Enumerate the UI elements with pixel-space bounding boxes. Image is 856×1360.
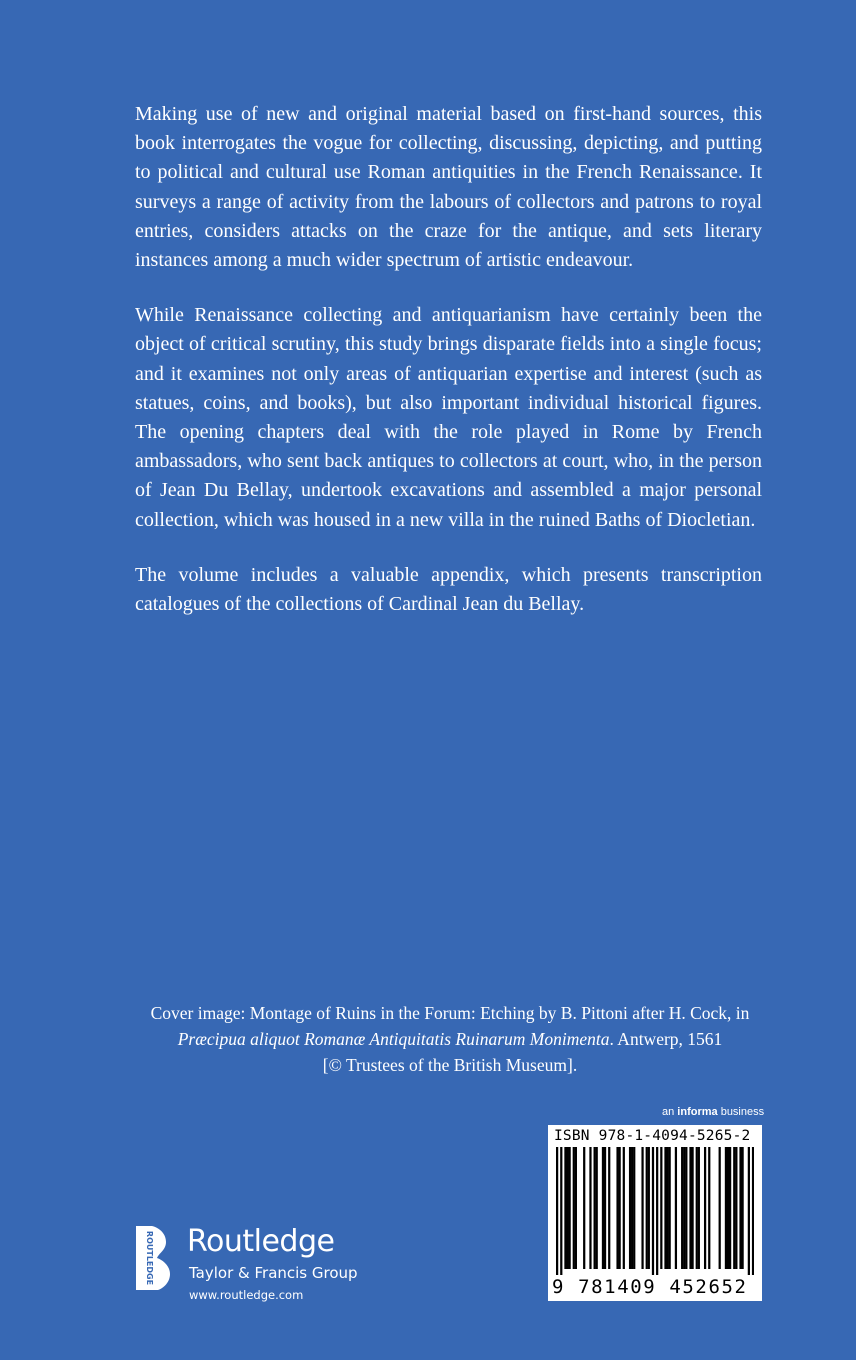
barcode-bar bbox=[629, 1147, 631, 1269]
informa-prefix: an bbox=[662, 1106, 678, 1118]
barcode-bar bbox=[691, 1147, 693, 1269]
isbn-barcode bbox=[548, 1125, 762, 1301]
barcode-bar bbox=[573, 1147, 575, 1269]
informa-suffix: business bbox=[717, 1106, 765, 1118]
publisher-url: www.routledge.com bbox=[189, 1288, 304, 1302]
barcode-bar bbox=[675, 1147, 677, 1269]
barcode-bar bbox=[560, 1147, 562, 1275]
barcode-bar bbox=[741, 1147, 743, 1269]
blurb-paragraph: While Renaissance collecting and antiquarianism have certainly been the object of critical scrutiny, this study brings disparate fields into a single focus; and it examines not only areas of antiquarian expertise and interest (such as statues, coins, and books), but also important individual historical figures. The opening chapters deal with the role played in Rome by French ambassadors, who sent back antiques to collectors at court, who, in the person of Jean Du Bellay, undertook excavations and assembled a major personal collection, which was housed in a new villa in the ruined Baths of Diocletian. bbox=[135, 304, 762, 531]
barcode-bar bbox=[696, 1147, 698, 1269]
barcode-bar bbox=[748, 1147, 750, 1275]
barcode-bars bbox=[556, 1147, 754, 1275]
barcode-bar bbox=[708, 1147, 710, 1269]
barcode-bar bbox=[669, 1147, 671, 1269]
routledge-logo bbox=[132, 1222, 392, 1312]
barcode-bar bbox=[604, 1147, 606, 1269]
barcode-bar bbox=[602, 1147, 604, 1269]
credit-line-2 bbox=[120, 1026, 780, 1052]
informa-business-tagline bbox=[662, 1106, 764, 1118]
barcode-bar bbox=[681, 1147, 683, 1269]
ean-number: 9 781409 452652 bbox=[552, 1276, 748, 1298]
barcode-bar bbox=[623, 1147, 625, 1269]
barcode-bar bbox=[685, 1147, 687, 1269]
barcode-bar bbox=[727, 1147, 729, 1269]
barcode-bar bbox=[631, 1147, 633, 1269]
barcode-bar bbox=[698, 1147, 700, 1269]
barcode-bar bbox=[583, 1147, 585, 1269]
isbn-number: ISBN 978-1-4094-5265-2 bbox=[554, 1128, 751, 1144]
barcode-bar bbox=[633, 1147, 635, 1269]
barcode-bar bbox=[616, 1147, 618, 1269]
barcode-bar bbox=[733, 1147, 735, 1269]
informa-brand: informa bbox=[677, 1106, 718, 1118]
blurb-paragraph: Making use of new and original material based on first-hand sources, this book interrogates the vogue for collecting, discussing, depicting, and putting to political and cultural use Roman antiquities in the French Renaissance. It surveys a range of activity from the labours of collectors and patrons to royal entries, considers attacks on the craze for the antique, and sets literary instances among a much wider spectrum of artistic endeavour. bbox=[135, 103, 762, 272]
barcode-bar bbox=[564, 1147, 566, 1269]
barcode-bar bbox=[664, 1147, 666, 1269]
barcode-bar bbox=[660, 1147, 662, 1269]
publisher-group: Taylor & Francis Group bbox=[189, 1264, 358, 1282]
barcode-bar bbox=[689, 1147, 691, 1269]
credit-line-3: [© Trustees of the British Museum]. bbox=[322, 1055, 578, 1075]
barcode-bar bbox=[666, 1147, 668, 1269]
barcode-bar bbox=[735, 1147, 737, 1269]
credit-line-1: Cover image: Montage of Ruins in the Forum: Etching by B. Pittoni after H. Cock, in bbox=[150, 1003, 750, 1023]
barcode-bar bbox=[646, 1147, 648, 1269]
barcode-bar bbox=[641, 1147, 643, 1269]
barcode-bar bbox=[729, 1147, 731, 1269]
barcode-bar bbox=[556, 1147, 558, 1275]
barcode-bar bbox=[594, 1147, 596, 1269]
barcode-bar bbox=[589, 1147, 591, 1269]
barcode-bar bbox=[566, 1147, 568, 1269]
barcode-bar bbox=[719, 1147, 721, 1269]
back-cover-blurb bbox=[135, 100, 762, 619]
barcode-bar bbox=[725, 1147, 727, 1269]
barcode-bar bbox=[569, 1147, 571, 1269]
barcode-bar bbox=[648, 1147, 650, 1269]
barcode-bar bbox=[652, 1147, 654, 1275]
cover-image-credit bbox=[120, 1000, 780, 1078]
publisher-name: Routledge bbox=[187, 1224, 335, 1259]
routledge-mark-text: ROUTLEDGE bbox=[145, 1230, 154, 1286]
credit-work-title: Præcipua aliquot Romanæ Antiquitatis Ruinarum Monimenta bbox=[177, 1029, 610, 1049]
barcode-bar bbox=[619, 1147, 621, 1269]
barcode-bar bbox=[683, 1147, 685, 1269]
barcode-bar bbox=[752, 1147, 754, 1275]
routledge-column-icon bbox=[132, 1222, 180, 1294]
barcode-bar bbox=[739, 1147, 741, 1269]
barcode-bar bbox=[608, 1147, 610, 1269]
barcode-bar bbox=[596, 1147, 598, 1269]
barcode-bar bbox=[704, 1147, 706, 1269]
blurb-paragraph: The volume includes a valuable appendix, which presents transcription catalogues of the collections of Cardinal Jean du Bellay. bbox=[135, 563, 762, 616]
barcode-bar bbox=[575, 1147, 577, 1269]
barcode-bar bbox=[656, 1147, 658, 1275]
credit-place-date: . Antwerp, 1561 bbox=[609, 1029, 723, 1049]
